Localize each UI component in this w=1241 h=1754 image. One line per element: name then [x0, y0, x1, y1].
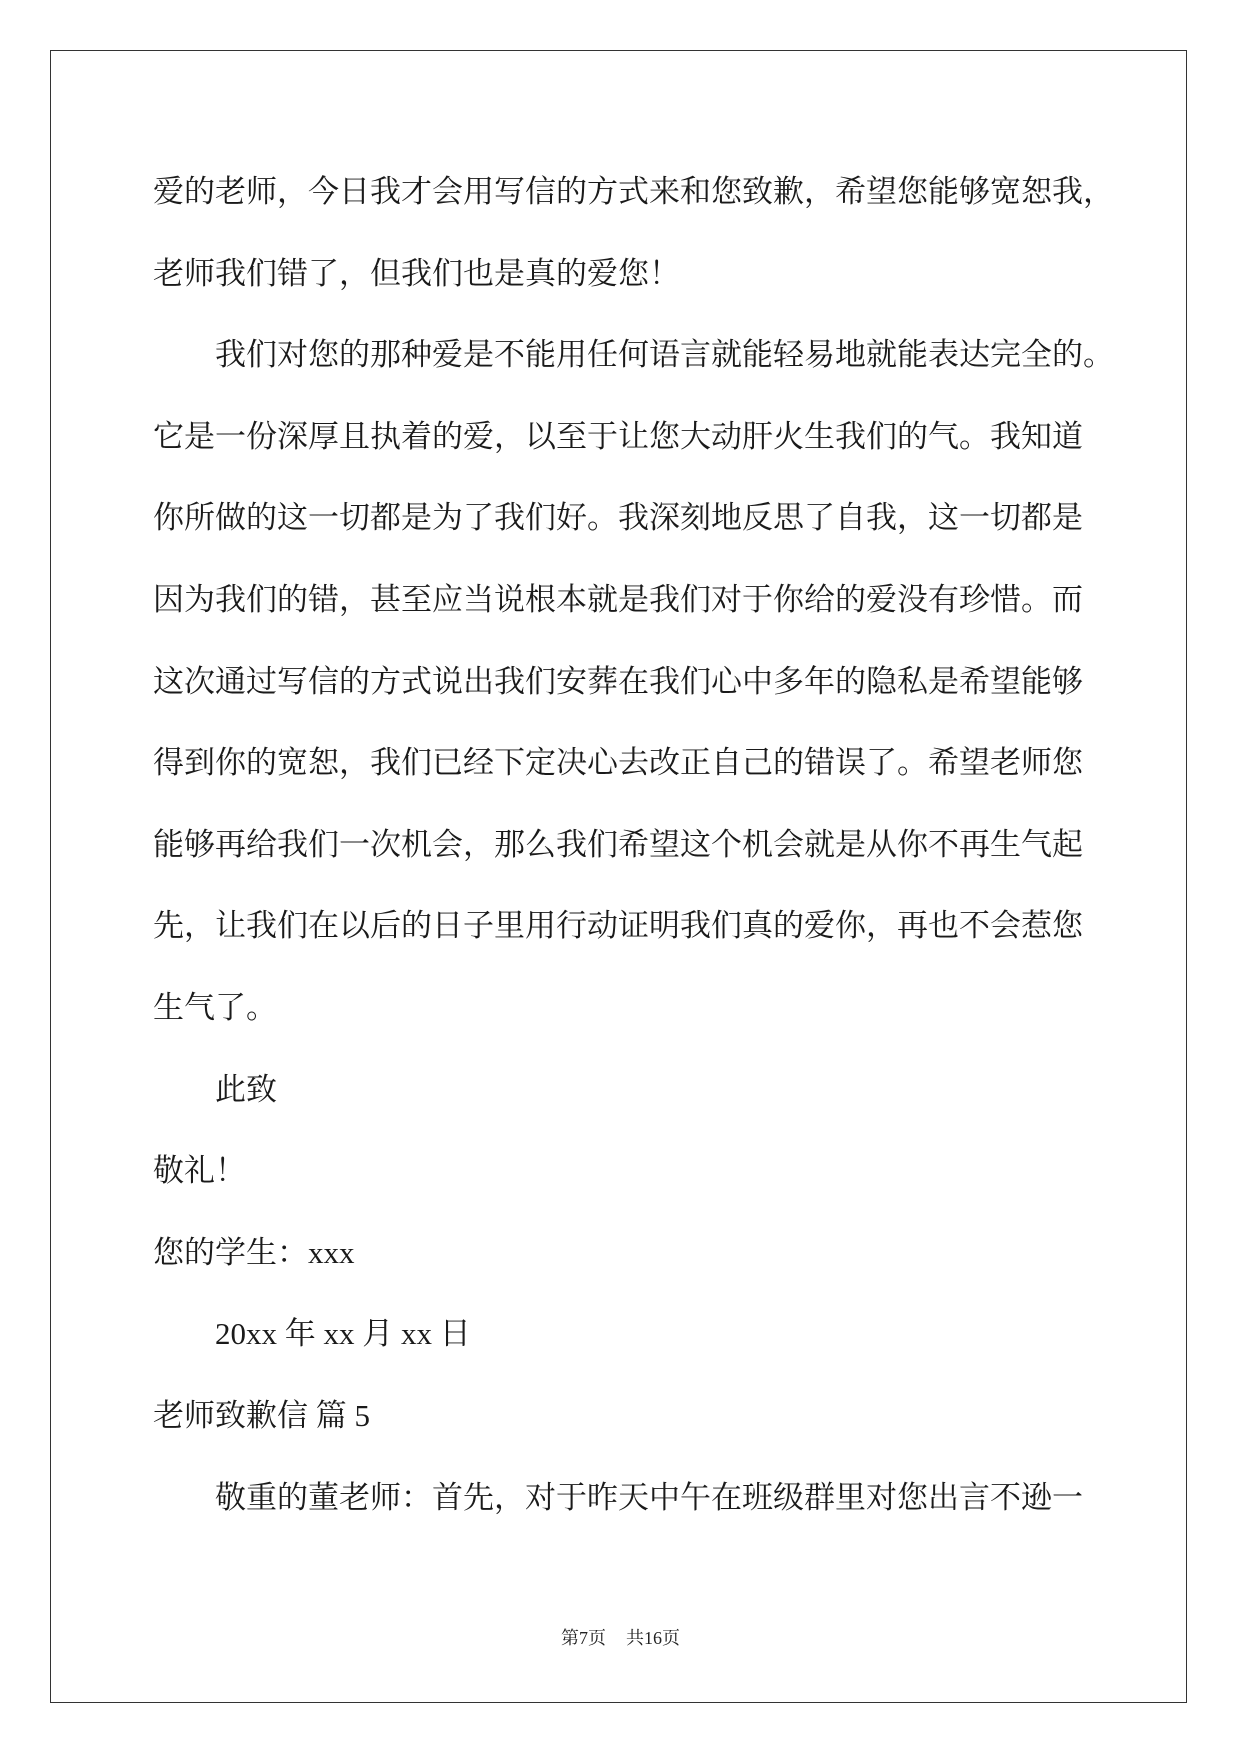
- page-footer: [0, 1625, 1241, 1651]
- paragraph-line: 得到你的宽恕，我们已经下定决心去改正自己的错误了。希望老师您: [153, 745, 1083, 781]
- paragraph-line: 先，让我们在以后的日子里用行动证明我们真的爱你，再也不会惹您: [153, 908, 1083, 944]
- paragraph-line: 爱的老师，今日我才会用写信的方式来和您致歉，希望您能够宽恕我，: [153, 174, 1114, 209]
- total-pages-label: 共16页: [626, 1628, 680, 1648]
- signature: 您的学生：xxx: [153, 1234, 355, 1270]
- paragraph-line: 敬重的董老师：首先，对于昨天中午在班级群里对您出言不逊一: [215, 1479, 1083, 1515]
- document-body: [153, 151, 1153, 1538]
- paragraph-line: 我们对您的那种爱是不能用任何语言就能轻易地就能表达完全的。: [215, 337, 1114, 373]
- paragraph-line: 老师我们错了，但我们也是真的爱您！: [153, 255, 680, 291]
- current-page-label: 第7页: [561, 1628, 606, 1648]
- closing-salutation: 此致: [215, 1071, 277, 1107]
- paragraph-line: 这次通过写信的方式说出我们安葬在我们心中多年的隐私是希望能够: [153, 663, 1083, 699]
- section-heading: 老师致歉信 篇 5: [153, 1397, 370, 1433]
- paragraph-line: 能够再给我们一次机会，那么我们希望这个机会就是从你不再生气起: [153, 826, 1083, 862]
- paragraph-line: 因为我们的错，甚至应当说根本就是我们对于你给的爱没有珍惜。而: [153, 581, 1083, 617]
- paragraph-line: 它是一份深厚且执着的爱，以至于让您大动肝火生我们的气。我知道: [153, 418, 1083, 454]
- paragraph-line: 你所做的这一切都是为了我们好。我深刻地反思了自我，这一切都是: [153, 500, 1083, 536]
- date-line: 20xx 年 xx 月 xx 日: [215, 1316, 471, 1352]
- closing-respect: 敬礼！: [153, 1153, 246, 1189]
- paragraph-line: 生气了。: [153, 989, 277, 1025]
